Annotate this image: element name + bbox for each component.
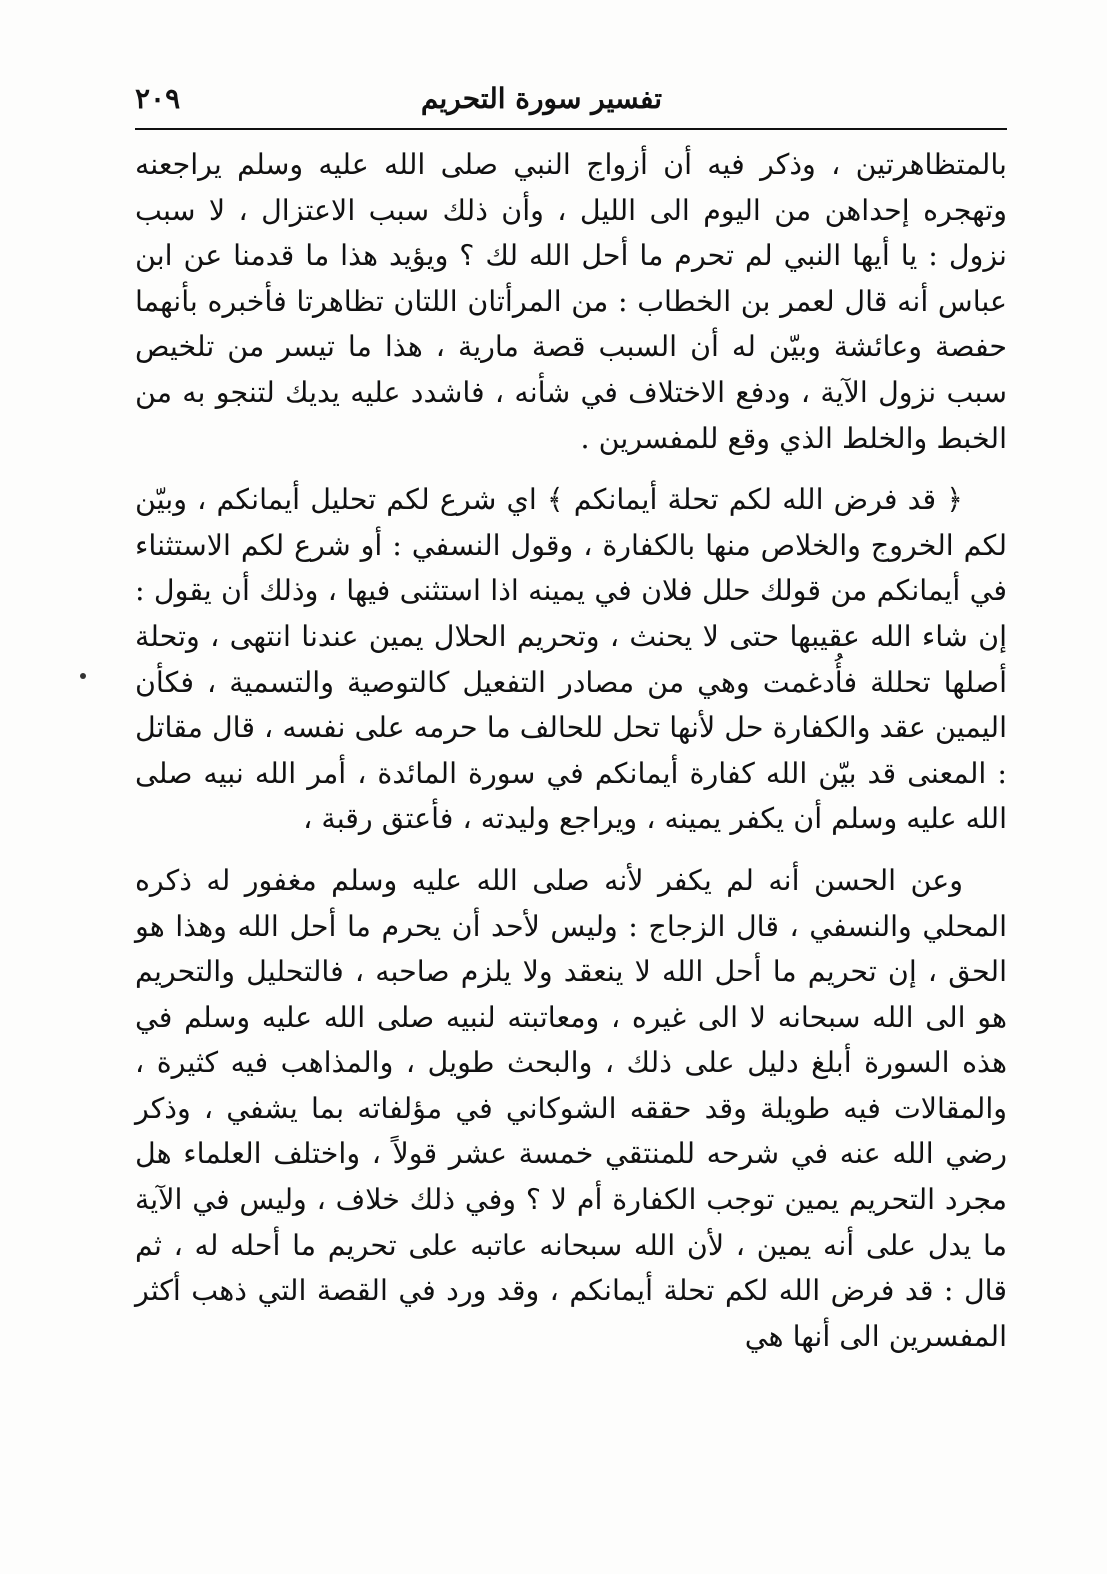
header-rule	[135, 128, 1007, 130]
page-number: ٢٠٩	[135, 82, 181, 115]
page-title: تفسير سورة التحريم	[420, 82, 662, 115]
paragraph: بالمتظاهرتين ، وذكر فيه أن أزواج النبي صلى الله عليه وسلم يراجعنه وتهجره إحداهن من اليوم الى الليل ، وأن ذلك سبب الاعتزال ، لا سبب نزول : يا أيها النبي لم تحرم ما أحل الله لك ؟ ويؤيد هذا ما قدمنا عن ابن عباس أنه قال لعمر بن الخطاب : من المرأتان اللتان تظاهرتا فأخبره بأنهما حفصة وعائشة وبيّن له أن السبب قصة مارية ، هذا ما تيسر من تلخيص سبب نزول الآية ، ودفع الاختلاف في شأنه ، فاشدد عليه يديك لتنجو به من الخبط والخلط الذي وقع للمفسرين .	[135, 148, 1007, 455]
running-head	[135, 78, 1007, 126]
paragraph: ﴿ قد فرض الله لكم تحلة أيمانكم ﴾ اي شرع لكم تحليل أيمانكم ، وبيّن لكم الخروج والخلاص منها بالكفارة ، وقول النسفي : أو شرع لكم الاستثناء في أيمانكم من قولك حلل فلان في يمينه اذا استثنى فيها ، وذلك أن يقول : إن شاء الله عقيبها حتى لا يحنث ، وتحريم الحلال يمين عندنا انتهى ، وتحلة أصلها تحللة فأُدغمت وهي من مصادر التفعيل كالتوصية والتسمية ، فكأن اليمين عقد والكفارة حل لأنها تحل للحالف ما حرمه على نفسه ، قال مقاتل : المعنى قد بيّن الله كفارة أيمانكم في سورة المائدة ، أمر الله نبيه صلى الله عليه وسلم أن يكفر يمينه ، ويراجع وليدته ، فأعتق رقبة ،	[135, 483, 1007, 836]
stray-ink-dot	[80, 673, 86, 679]
body-text	[135, 142, 1007, 1359]
paragraph: وعن الحسن أنه لم يكفر لأنه صلى الله عليه وسلم مغفور له ذكره المحلي والنسفي ، قال الزجاج : وليس لأحد أن يحرم ما أحل الله وهذا هو الحق ، إن تحريم ما أحل الله لا ينعقد ولا يلزم صاحبه ، فالتحليل والتحريم هو الى الله سبحانه لا الى غيره ، ومعاتبته لنبيه صلى الله عليه وسلم في هذه السورة أبلغ دليل على ذلك ، والبحث طويل ، والمذاهب فيه كثيرة ، والمقالات فيه طويلة وقد حققه الشوكاني في مؤلفاته بما يشفي ، وذكر رضي الله عنه في شرحه للمنتقي خمسة عشر قولاً ، واختلف العلماء هل مجرد التحريم يمين توجب الكفارة أم لا ؟ وفي ذلك خلاف ، وليس في الآية ما يدل على أنه يمين ، لأن الله سبحانه عاتبه على تحريم ما أحله له ، ثم قال : قد فرض الله لكم تحلة أيمانكم ، وقد ورد في القصة التي ذهب أكثر المفسرين الى أنها هي	[135, 863, 1007, 1353]
